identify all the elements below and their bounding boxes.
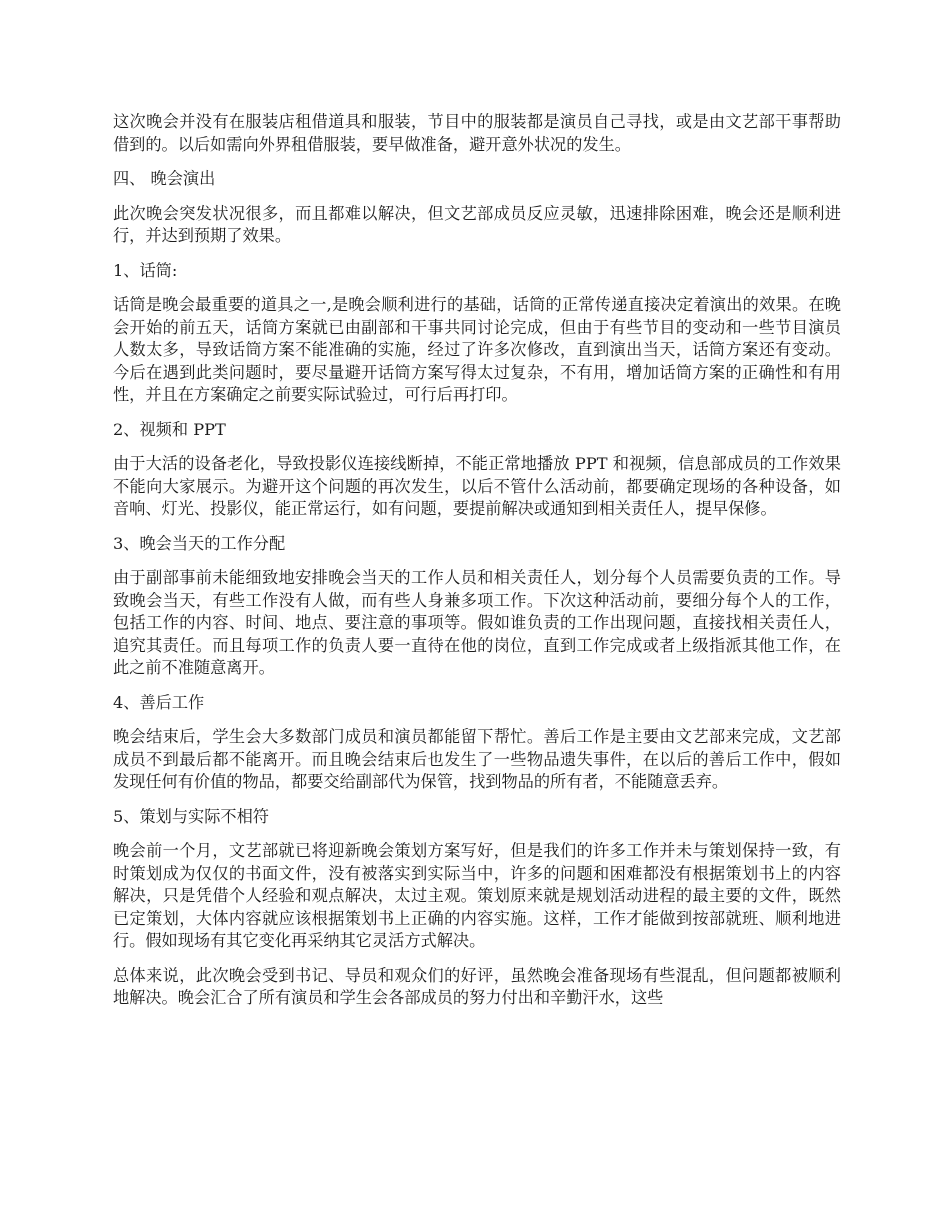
paragraph-microphone: 话筒是晚会最重要的道具之一,是晚会顺利进行的基础，话筒的正常传递直接决定着演出的效果。在晚会开始的前五天，话筒方案就已由副部和干事共同讨论完成，但由于有些节目的变动和一些节目演员人数太多，导致话筒方案不能准确的实施，经过了许多次修改，直到演出当天，话筒方案还有变动。今后在遇到此类问题时，要尽量避开话筒方案写得太过复杂，不有用，增加话筒方案的正确性和有用性，并且在方案确定之前要实际试验过，可行后再打印。	[113, 295, 841, 404]
section-heading-performance: 四、 晚会演出	[113, 169, 216, 188]
subheading-aftermath: 4、善后工作	[113, 692, 205, 712]
subheading-video-ppt: 2、视频和 PPT	[113, 419, 226, 439]
subheading-planning-mismatch: 5、策划与实际不相符	[113, 806, 269, 826]
document-page	[113, 111, 841, 1022]
paragraph-summary: 总体来说，此次晚会受到书记、导员和观众们的好评，虽然晚会准备现场有些混乱，但问题都被顺利地解决。晚会汇合了所有演员和学生会各部成员的努力付出和辛勤汗水，这些	[113, 965, 841, 1007]
paragraph-performance: 此次晚会突发状况很多，而且都难以解决，但文艺部成员反应灵敏，迅速排除困难，晚会还是顺利进行，并达到预期了效果。	[113, 203, 841, 245]
paragraph-aftermath: 晚会结束后，学生会大多数部门成员和演员都能留下帮忙。善后工作是主要由文艺部来完成，文艺部成员不到最后都不能离开。而且晚会结束后也发生了一些物品遗失事件，在以后的善后工作中，假如发现任何有价值的物品，都要交给副部代为保管，找到物品的所有者，不能随意丢弃。	[113, 727, 841, 791]
paragraph-video-ppt: 由于大活的设备老化，导致投影仪连接线断掉，不能正常地播放 PPT 和视频，信息部成员的工作效果不能向大家展示。为避开这个问题的再次发生，以后不管什么活动前，都要确定现场的各种设备，如音响、灯光、投影仪，能正常运行，如有问题，要提前解决或通知到相关责任人，提早保修。	[113, 454, 841, 518]
paragraph-intro: 这次晚会并没有在服装店租借道具和服装，节目中的服装都是演员自己寻找，或是由文艺部干事帮助借到的。以后如需向外界租借服装，要早做准备，避开意外状况的发生。	[113, 112, 841, 154]
subheading-work-assignment: 3、晚会当天的工作分配	[113, 533, 286, 553]
paragraph-work-assignment: 由于副部事前未能细致地安排晚会当天的工作人员和相关责任人，划分每个人员需要负责的工作。导致晚会当天，有些工作没有人做，而有些人身兼多项工作。下次这种活动前，要细分每个人的工作，包括工作的内容、时间、地点、要注意的事项等。假如谁负责的工作出现问题，直接找相关责任人，追究其责任。而且每项工作的负责人要一直待在他的岗位，直到工作完成或者上级指派其他工作，在此之前不准随意离开。	[113, 568, 841, 677]
paragraph-planning-mismatch: 晚会前一个月，文艺部就已将迎新晚会策划方案写好，但是我们的许多工作并未与策划保持一致，有时策划成为仅仅的书面文件，没有被落实到实际当中，许多的问题和困难都没有根据策划书上的内容解决，只是凭借个人经验和观点解决，太过主观。策划原来就是规划活动进程的最主要的文件，既然已定策划，大体内容就应该根据策划书上正确的内容实施。这样，工作才能做到按部就班、顺利地进行。假如现场有其它变化再采纳其它灵活方式解决。	[113, 841, 841, 950]
subheading-microphone: 1、话筒:	[113, 260, 178, 280]
